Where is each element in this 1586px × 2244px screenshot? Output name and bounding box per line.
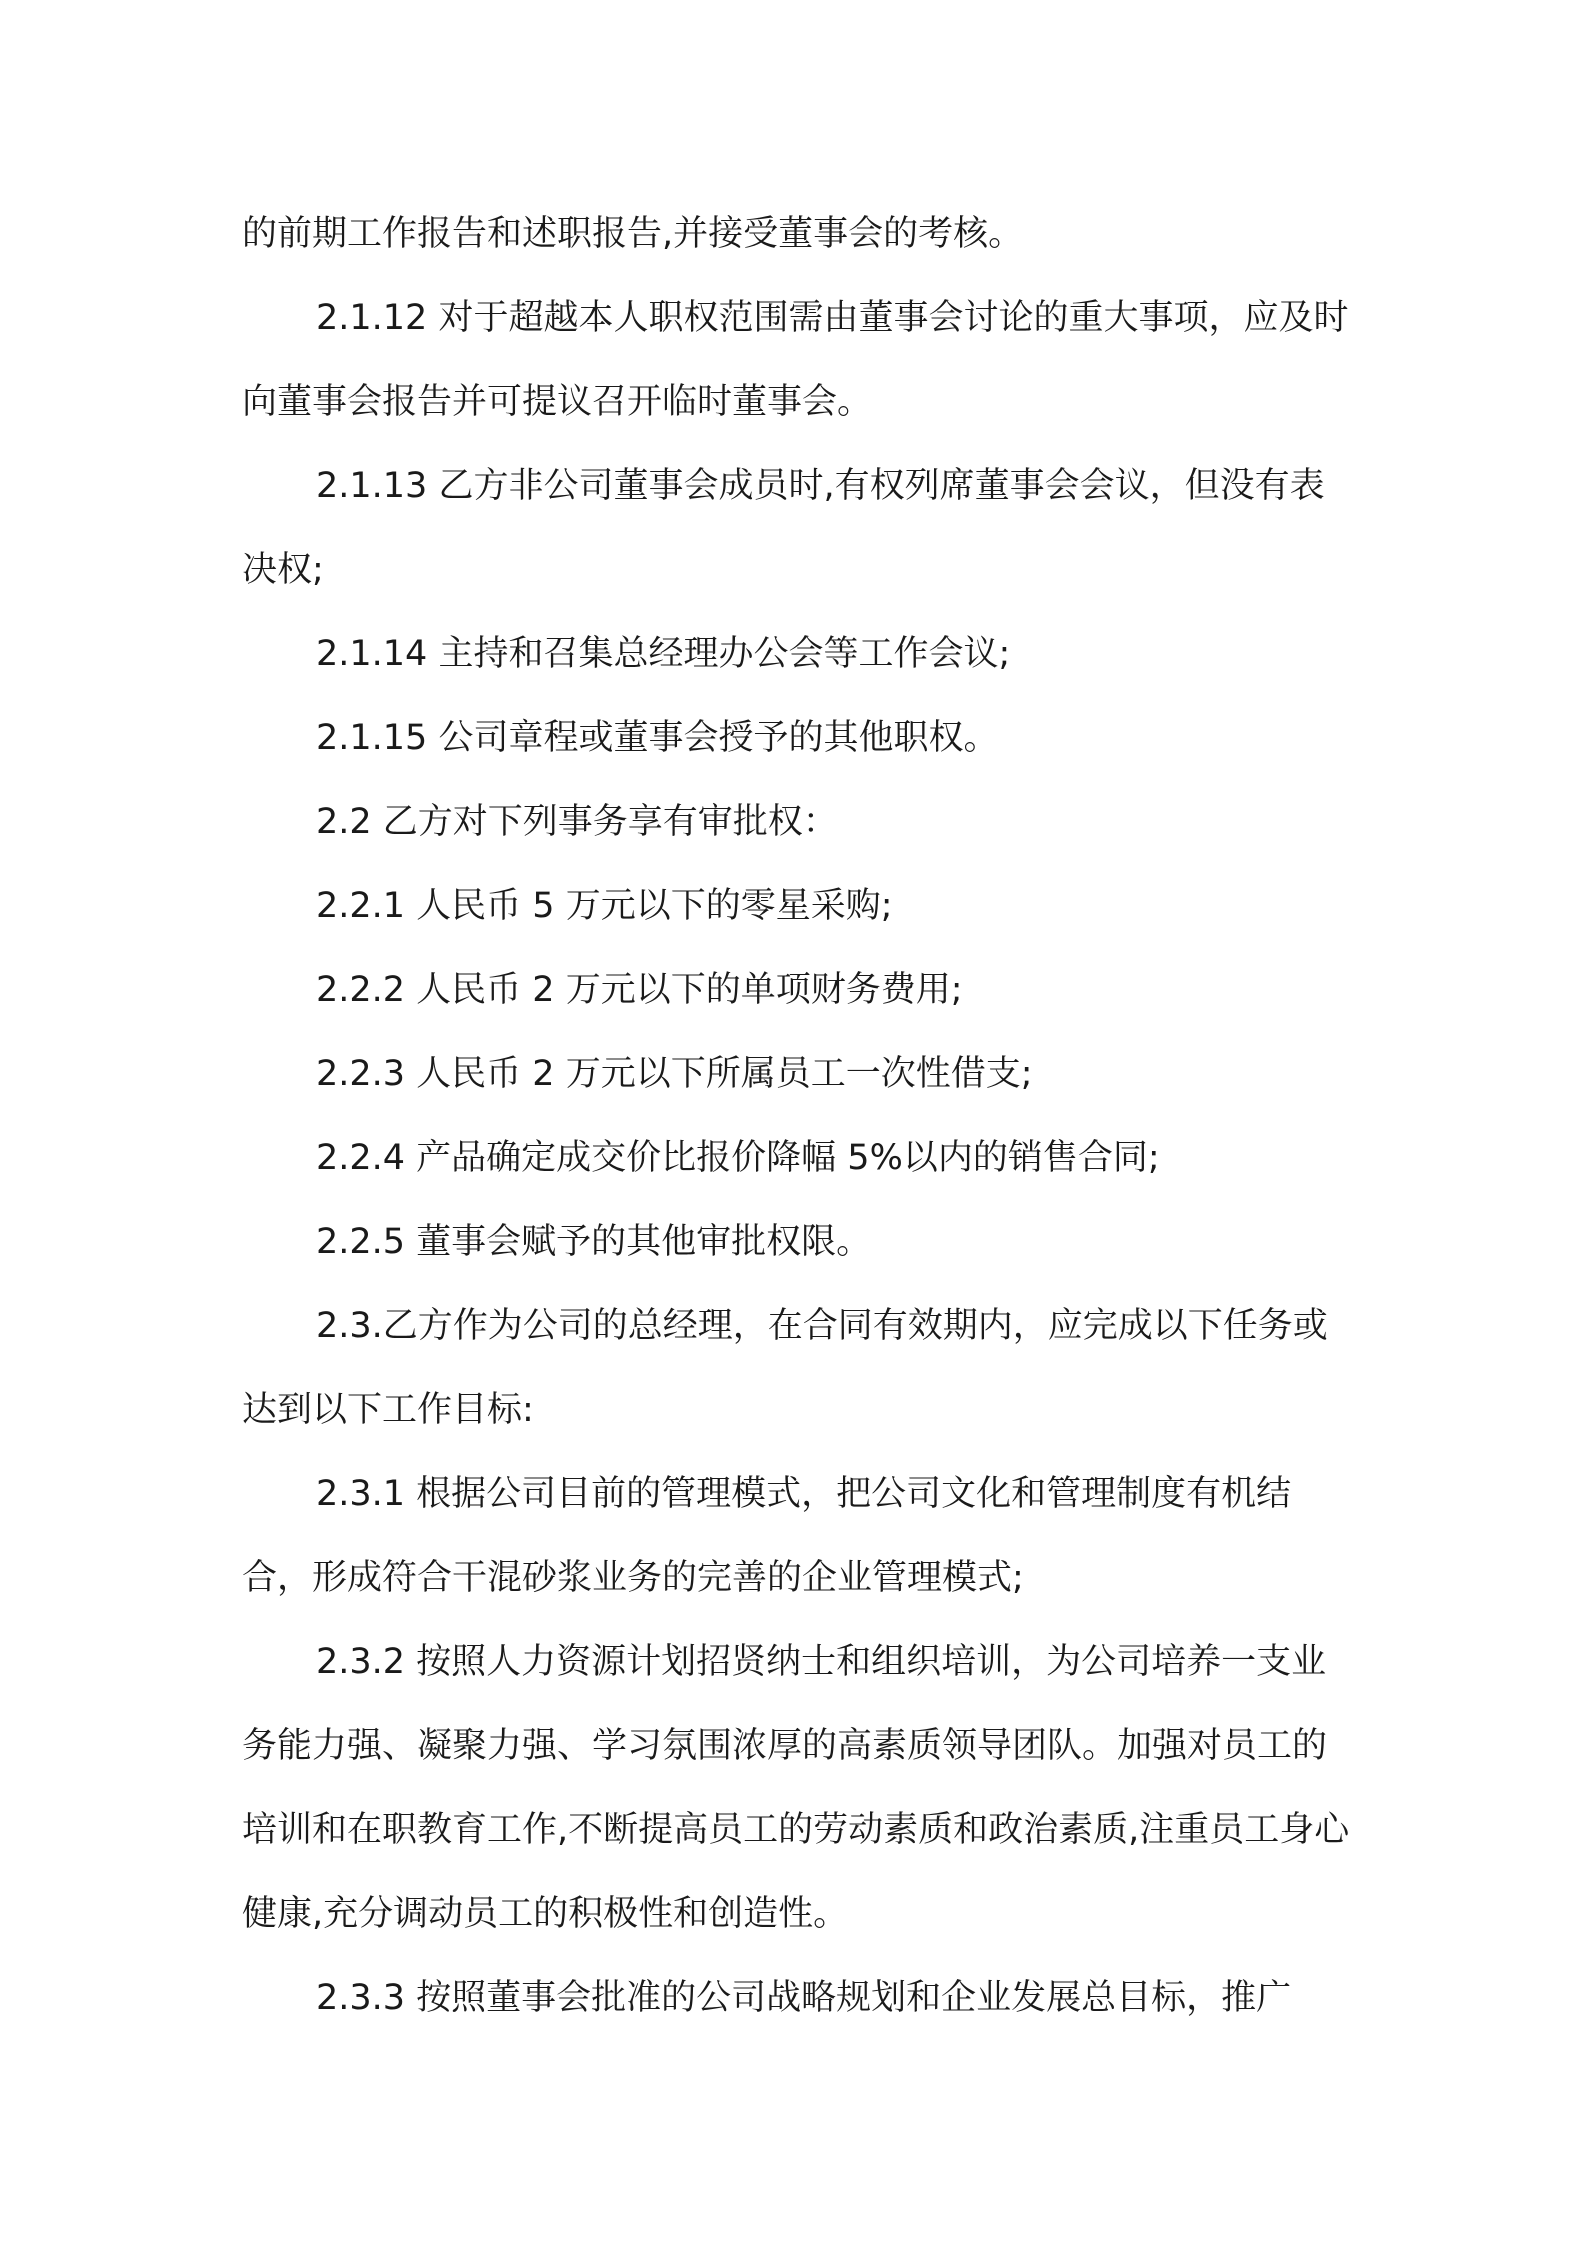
clause-2-3-1: 2.3.1 根据公司目前的管理模式，把公司文化和管理制度有机结合，形成符合干混砂浆业务的完善的企业管理模式; xyxy=(242,1474,1292,1598)
clause-2-2: 2.2 乙方对下列事务享有审批权： xyxy=(316,802,838,842)
clause-2-1-13: 2.1.13 乙方非公司董事会成员时,有权列席董事会会议，但没有表决权; xyxy=(242,466,1325,590)
clause-2-1-12: 2.1.12 对于超越本人职权范围需由董事会讨论的重大事项，应及时向董事会报告并可提议召开临时董事会。 xyxy=(242,298,1349,422)
clause-2-1-14: 2.1.14 主持和召集总经理办公会等工作会议; xyxy=(316,634,1011,674)
clause-2-2-2: 2.2.2 人民币 2 万元以下的单项财务费用; xyxy=(316,970,963,1010)
clause-2-2-5: 2.2.5 董事会赋予的其他审批权限。 xyxy=(316,1222,872,1262)
document-body xyxy=(242,192,1352,2040)
clause-2-3-2: 2.3.2 按照人力资源计划招贤纳士和组织培训，为公司培养一支业务能力强、凝聚力强、学习氛围浓厚的高素质领导团队。加强对员工的培训和在职教育工作,不断提高员工的劳动素质和政治素质,注重员工身心健康,充分调动员工的积极性和创造性。 xyxy=(242,1642,1350,1934)
clause-2-2-4: 2.2.4 产品确定成交价比报价降幅 5%以内的销售合同; xyxy=(316,1138,1160,1178)
clause-2-1-15: 2.1.15 公司章程或董事会授予的其他职权。 xyxy=(316,718,999,758)
clause-2-2-3: 2.2.3 人民币 2 万元以下所属员工一次性借支; xyxy=(316,1054,1033,1094)
paragraph-continuation: 的前期工作报告和述职报告,并接受董事会的考核。 xyxy=(242,214,1024,254)
clause-2-3: 2.3.乙方作为公司的总经理，在合同有效期内，应完成以下任务或达到以下工作目标: xyxy=(242,1306,1328,1430)
clause-2-3-3: 2.3.3 按照董事会批准的公司战略规划和企业发展总目标，推广 xyxy=(316,1978,1292,2018)
clause-2-2-1: 2.2.1 人民币 5 万元以下的零星采购; xyxy=(316,886,893,926)
